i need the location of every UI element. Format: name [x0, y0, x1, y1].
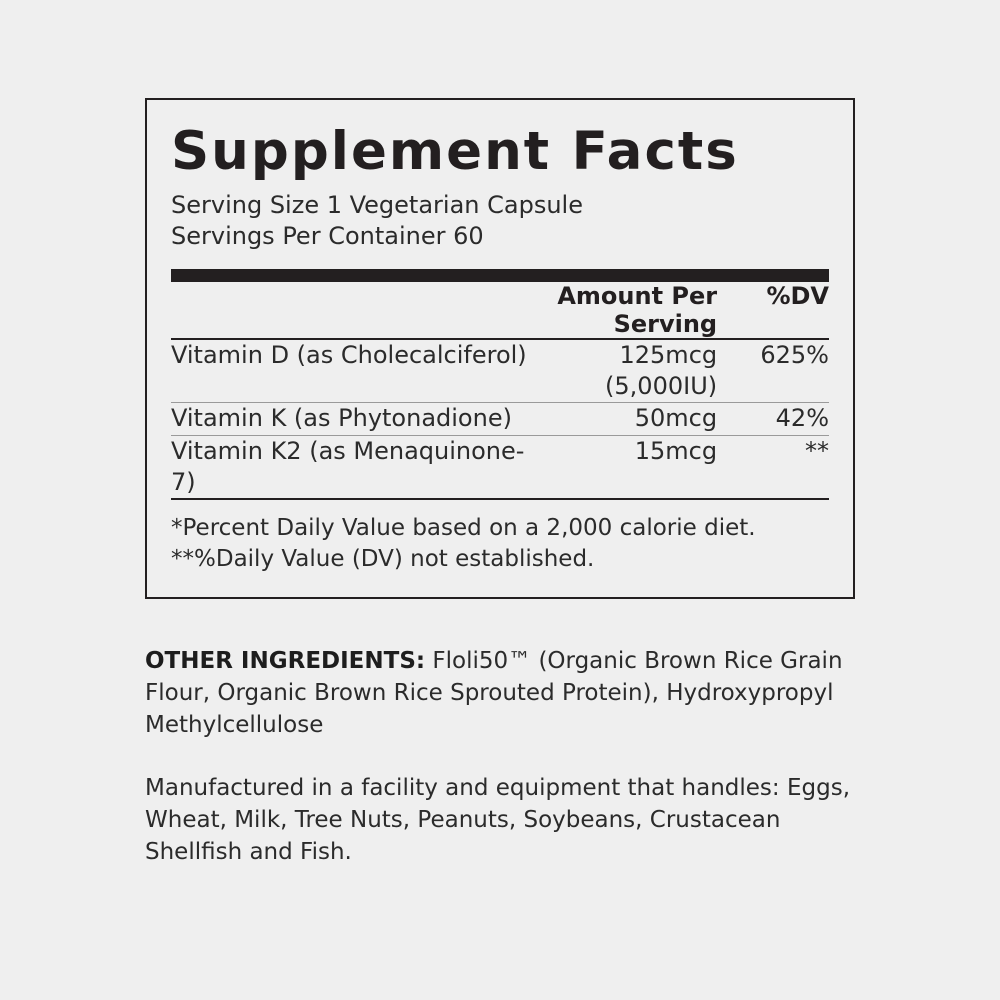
other-ingredients-text: Floli50™ (Organic Brown Rice Grain Flour, Organic Brown Rice Sprouted Protein), Hydroxypropyl Methylcellulose [145, 648, 843, 739]
nutrient-dv: 625% [717, 339, 829, 403]
footnotes [171, 513, 829, 575]
nutrient-amount: 15mcg [539, 435, 717, 499]
nutrient-dv: 42% [717, 403, 829, 435]
header-amount-cell: Amount Per Serving [539, 282, 717, 339]
other-ingredients [145, 645, 857, 742]
nutrient-name: Vitamin K (as Phytonadione) [171, 403, 539, 435]
nutrient-name: Vitamin D (as Cholecalciferol) [171, 339, 539, 403]
nutrient-amount-secondary: (5,000IU) [605, 372, 718, 401]
nutrient-amount: 50mcg [539, 403, 717, 435]
header-dv-cell: %DV [717, 282, 829, 339]
footnote-not-established: **%Daily Value (DV) not established. [171, 545, 595, 572]
footnote-daily-value: *Percent Daily Value based on a 2,000 calorie diet. [171, 514, 756, 541]
panel-thick-rule [171, 269, 829, 282]
nutrition-table [171, 282, 829, 500]
nutrient-amount-primary: 125mcg [619, 340, 718, 369]
other-ingredients-label: OTHER INGREDIENTS: [145, 648, 426, 674]
supplement-facts-panel [145, 98, 855, 599]
below-panel-text [145, 645, 857, 868]
table-row [171, 403, 829, 435]
nutrient-dv: ** [717, 435, 829, 499]
nutrient-amount [539, 339, 717, 403]
header-name-cell [171, 282, 539, 339]
serving-size-line: Serving Size 1 Vegetarian Capsule [171, 190, 583, 219]
nutrient-name: Vitamin K2 (as Menaquinone-7) [171, 435, 539, 499]
servings-per-container-line: Servings Per Container 60 [171, 222, 484, 251]
manufactured-note: Manufactured in a facility and equipment that handles: Eggs, Wheat, Milk, Tree Nuts, Peanuts, Soybeans, Crustacean Shellfish and Fish. [145, 774, 851, 865]
table-header-row [171, 282, 829, 339]
panel-title: Supplement Facts [171, 121, 739, 182]
table-row [171, 435, 829, 499]
table-row [171, 339, 829, 403]
